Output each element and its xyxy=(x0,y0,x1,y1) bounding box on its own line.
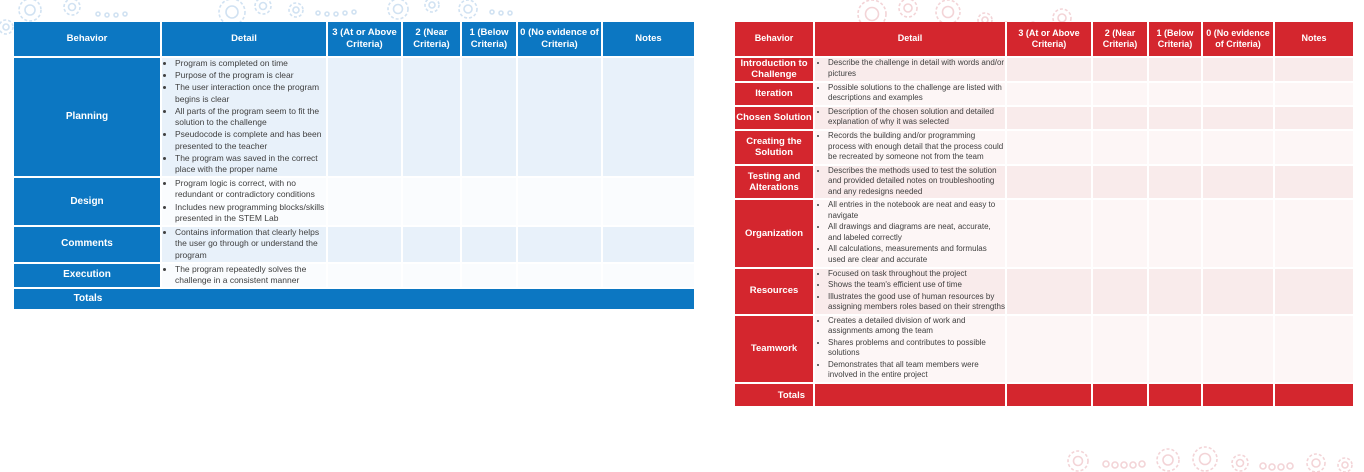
detail-bullet: • Contains information that clearly helps the user go through or understand the program xyxy=(175,227,326,261)
programming-rubric-table xyxy=(14,22,694,311)
detail-bullet-list xyxy=(162,264,326,286)
totals-empty-cell xyxy=(1007,384,1093,408)
behavior-cell-testing-and-alterations: Testing and Alterations xyxy=(735,166,815,201)
score-3-cell xyxy=(1007,316,1093,384)
rubric-row-design xyxy=(14,178,694,227)
detail-bullet-list xyxy=(815,316,1005,381)
behavior-cell-introduction-to-challenge: Introduction to Challenge xyxy=(735,58,815,83)
notes-cell xyxy=(1275,131,1353,166)
notes-cell xyxy=(1275,269,1353,316)
detail-bullet-list xyxy=(815,200,1005,265)
detail-bullet: • The user interaction once the program begins is clear xyxy=(175,82,326,104)
score-1-cell xyxy=(1149,269,1203,316)
notes-cell xyxy=(1275,107,1353,131)
score-2-cell xyxy=(1093,58,1149,83)
detail-cell xyxy=(815,269,1007,316)
score-3-cell xyxy=(1007,200,1093,268)
column-header-0-no-evidence-of-criteria: 0 (No evidence of Criteria) xyxy=(1203,22,1275,58)
detail-bullet-list xyxy=(162,178,326,224)
score-3-cell xyxy=(1007,269,1093,316)
score-0-cell xyxy=(1203,269,1275,316)
rubric-row-planning xyxy=(14,58,694,178)
detail-bullet: • The program repeatedly solves the challenge in a consistent manner xyxy=(175,264,326,286)
behavior-cell-planning: Planning xyxy=(14,58,162,178)
rubric-row-testing-and-alterations xyxy=(735,166,1353,201)
rubric-row-resources xyxy=(735,269,1353,316)
totals-label: Totals xyxy=(735,384,815,408)
score-2-cell xyxy=(403,227,462,264)
score-2-cell xyxy=(1093,83,1149,107)
score-3-cell xyxy=(328,264,403,289)
notes-cell xyxy=(1275,316,1353,384)
totals-row xyxy=(14,289,694,311)
detail-bullet: • All calculations, measurements and formulas used are clear and accurate xyxy=(828,244,1005,265)
detail-cell xyxy=(815,200,1007,268)
detail-bullet: • Program is completed on time xyxy=(175,58,326,69)
detail-cell xyxy=(162,264,328,289)
score-0-cell xyxy=(518,264,603,289)
detail-bullet: • The program was saved in the correct place with the proper name xyxy=(175,153,326,175)
notes-cell xyxy=(1275,166,1353,201)
detail-bullet: • Describes the methods used to test the solution and provided detailed notes on troubleshooting and any redesigns needed xyxy=(828,166,1005,198)
detail-bullet-list xyxy=(815,131,1005,163)
score-1-cell xyxy=(1149,166,1203,201)
column-header-notes: Notes xyxy=(603,22,694,58)
detail-bullet: • Description of the chosen solution and detailed explanation of why it was selected xyxy=(828,107,1005,128)
left-rubric-container xyxy=(14,22,694,311)
score-2-cell xyxy=(1093,107,1149,131)
behavior-cell-creating-the-solution: Creating the Solution xyxy=(735,131,815,166)
column-header-0-no-evidence-of-criteria: 0 (No evidence of Criteria) xyxy=(518,22,603,58)
behavior-cell-chosen-solution: Chosen Solution xyxy=(735,107,815,131)
score-3-cell xyxy=(1007,166,1093,201)
score-3-cell xyxy=(1007,107,1093,131)
detail-bullet-list xyxy=(162,227,326,261)
score-3-cell xyxy=(1007,58,1093,83)
detail-bullet: • Purpose of the program is clear xyxy=(175,70,326,81)
detail-cell xyxy=(815,83,1007,107)
score-0-cell xyxy=(1203,200,1275,268)
totals-empty-cell xyxy=(1203,384,1275,408)
detail-bullet: • All drawings and diagrams are neat, accurate, and labeled correctly xyxy=(828,222,1005,243)
gear-icon xyxy=(388,0,512,19)
behavior-cell-teamwork: Teamwork xyxy=(735,316,815,384)
column-header-2-near-criteria: 2 (Near Criteria) xyxy=(1093,22,1149,58)
notes-cell xyxy=(1275,200,1353,268)
score-1-cell xyxy=(462,178,518,227)
detail-bullet: • Program logic is correct, with no redundant or contradictory conditions xyxy=(175,178,326,200)
detail-cell xyxy=(162,58,328,178)
detail-cell xyxy=(162,227,328,264)
score-0-cell xyxy=(1203,58,1275,83)
score-0-cell xyxy=(1203,107,1275,131)
score-2-cell xyxy=(1093,316,1149,384)
detail-bullet: • Shows the team's efficient use of time xyxy=(828,280,1005,291)
totals-empty-cell xyxy=(815,384,1007,408)
score-2-cell xyxy=(1093,166,1149,201)
rubric-row-execution xyxy=(14,264,694,289)
detail-bullet: • Focused on task throughout the project xyxy=(828,269,1005,280)
score-0-cell xyxy=(518,178,603,227)
column-header-behavior: Behavior xyxy=(735,22,815,58)
behavior-cell-comments: Comments xyxy=(14,227,162,264)
detail-bullet: • Shares problems and contributes to possible solutions xyxy=(828,338,1005,359)
behavior-cell-resources: Resources xyxy=(735,269,815,316)
rubric-row-chosen-solution xyxy=(735,107,1353,131)
score-0-cell xyxy=(518,227,603,264)
detail-bullet-list xyxy=(815,166,1005,198)
notes-cell xyxy=(603,178,694,227)
totals-row xyxy=(735,384,1353,408)
behavior-cell-execution: Execution xyxy=(14,264,162,289)
header-row xyxy=(14,22,694,58)
detail-bullet-list xyxy=(162,58,326,175)
detail-bullet-list xyxy=(815,269,1005,313)
score-3-cell xyxy=(1007,131,1093,166)
score-1-cell xyxy=(462,58,518,178)
score-3-cell xyxy=(328,227,403,264)
score-1-cell xyxy=(1149,58,1203,83)
score-2-cell xyxy=(403,58,462,178)
totals-empty-cell xyxy=(1093,384,1149,408)
score-1-cell xyxy=(462,264,518,289)
score-2-cell xyxy=(1093,269,1149,316)
score-0-cell xyxy=(1203,83,1275,107)
detail-bullet: • Illustrates the good use of human resources by assigning members roles based on their strengths xyxy=(828,292,1005,313)
detail-bullet: • Describe the challenge in detail with words and/or pictures xyxy=(828,58,1005,79)
column-header-1-below-criteria: 1 (Below Criteria) xyxy=(462,22,518,58)
notes-cell xyxy=(603,264,694,289)
rubric-row-teamwork xyxy=(735,316,1353,384)
detail-bullet: • All parts of the program seem to fit the solution to the challenge xyxy=(175,106,326,128)
detail-cell xyxy=(815,58,1007,83)
score-2-cell xyxy=(403,178,462,227)
score-1-cell xyxy=(1149,107,1203,131)
rubric-row-iteration xyxy=(735,83,1353,107)
detail-bullet: • All entries in the notebook are neat and easy to navigate xyxy=(828,200,1005,221)
score-1-cell xyxy=(1149,83,1203,107)
detail-bullet-list xyxy=(815,107,1005,128)
score-1-cell xyxy=(1149,316,1203,384)
detail-bullet: • Records the building and/or programming process with enough detail that the process could be recreated by someone not from the team xyxy=(828,131,1005,163)
detail-bullet: • Demonstrates that all team members were involved in the entire project xyxy=(828,360,1005,381)
totals-label: Totals xyxy=(73,293,103,305)
score-2-cell xyxy=(1093,200,1149,268)
column-header-detail: Detail xyxy=(162,22,328,58)
totals-bar xyxy=(14,289,694,311)
detail-cell xyxy=(815,107,1007,131)
behavior-cell-organization: Organization xyxy=(735,200,815,268)
column-header-3-at-or-above-criteria: 3 (At or Above Criteria) xyxy=(328,22,403,58)
notes-cell xyxy=(1275,58,1353,83)
score-1-cell xyxy=(1149,131,1203,166)
score-3-cell xyxy=(328,58,403,178)
rubric-row-comments xyxy=(14,227,694,264)
score-1-cell xyxy=(462,227,518,264)
score-2-cell xyxy=(1093,131,1149,166)
score-0-cell xyxy=(1203,131,1275,166)
detail-cell xyxy=(815,316,1007,384)
detail-bullet-list xyxy=(815,83,1005,104)
column-header-notes: Notes xyxy=(1275,22,1353,58)
right-rubric-container xyxy=(735,22,1353,408)
notes-cell xyxy=(1275,83,1353,107)
detail-bullet: • Includes new programming blocks/skills presented in the STEM Lab xyxy=(175,202,326,224)
column-header-detail: Detail xyxy=(815,22,1007,58)
totals-empty-cell xyxy=(1149,384,1203,408)
notebook-rubric-table xyxy=(735,22,1353,408)
score-3-cell xyxy=(1007,83,1093,107)
detail-bullet: • Possible solutions to the challenge are listed with descriptions and examples xyxy=(828,83,1005,104)
rubric-row-introduction-to-challenge xyxy=(735,58,1353,83)
notes-cell xyxy=(603,227,694,264)
rubric-row-creating-the-solution xyxy=(735,131,1353,166)
column-header-1-below-criteria: 1 (Below Criteria) xyxy=(1149,22,1203,58)
column-header-3-at-or-above-criteria: 3 (At or Above Criteria) xyxy=(1007,22,1093,58)
totals-empty-cell xyxy=(1275,384,1353,408)
score-2-cell xyxy=(403,264,462,289)
score-0-cell xyxy=(1203,316,1275,384)
detail-cell xyxy=(162,178,328,227)
behavior-cell-iteration: Iteration xyxy=(735,83,815,107)
behavior-cell-design: Design xyxy=(14,178,162,227)
score-0-cell xyxy=(1203,166,1275,201)
gear-icon xyxy=(1068,447,1352,472)
detail-cell xyxy=(815,131,1007,166)
detail-cell xyxy=(815,166,1007,201)
score-0-cell xyxy=(518,58,603,178)
notes-cell xyxy=(603,58,694,178)
detail-bullet: • Creates a detailed division of work and assignments among the team xyxy=(828,316,1005,337)
column-header-2-near-criteria: 2 (Near Criteria) xyxy=(403,22,462,58)
detail-bullet-list xyxy=(815,58,1005,79)
score-1-cell xyxy=(1149,200,1203,268)
detail-bullet: • Pseudocode is complete and has been presented to the teacher xyxy=(175,129,326,151)
score-3-cell xyxy=(328,178,403,227)
rubric-row-organization xyxy=(735,200,1353,268)
header-row xyxy=(735,22,1353,58)
column-header-behavior: Behavior xyxy=(14,22,162,58)
